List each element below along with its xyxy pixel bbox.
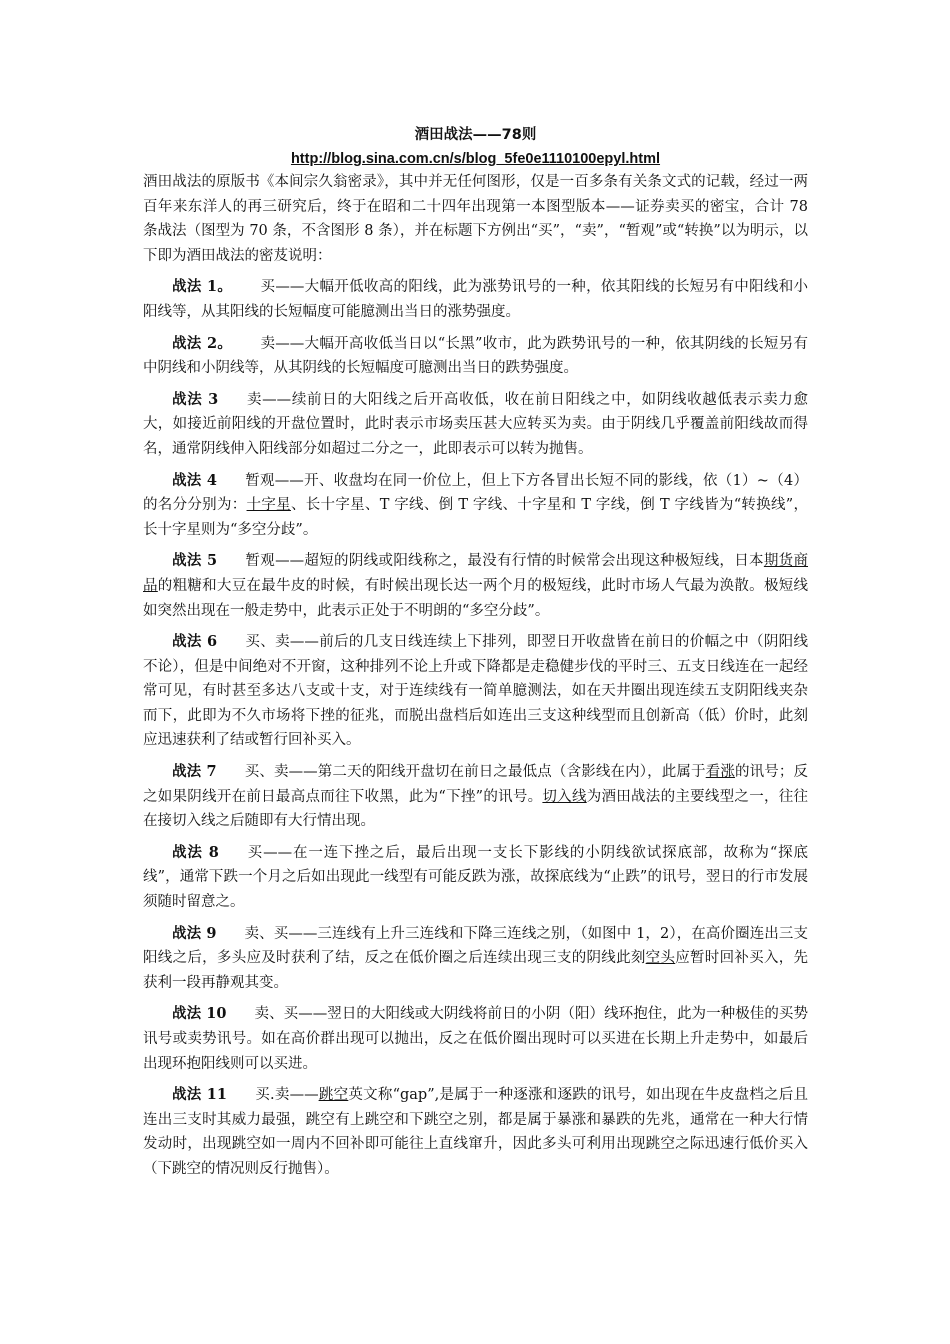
- rule-text: 卖——大幅开高收低当日以“长黑”收市，此为跌势讯号的一种，依其阴线的长短另有中阴线和小阴线等，从其阴线的长短幅度可臆测出当日的跌势强度。: [143, 335, 809, 377]
- rule-label: 战法 11: [172, 1086, 227, 1104]
- rule-paragraph: [143, 469, 808, 543]
- rule-text: 买.卖——: [254, 1087, 319, 1104]
- rule-text: 卖、买——翌日的大阳线或大阴线将前日的小阴（阳）线环抱住，此为一种极佳的买势讯号或卖势讯号。如在高价群出现可以抛出，反之在低价圈出现时可以买进在长期上升走势中，如最后出现环抱阳线则可以买进。: [143, 1006, 808, 1072]
- rule-text: 暂观——超短的阴线或阳线称之，最没有行情的时候常会出现这种极短线，日本: [245, 553, 764, 570]
- rule-text: 为酒田战法的主要线型之一，往往在接切入线之后随即有大行情出现。: [143, 788, 809, 830]
- rule-paragraph: [143, 1002, 808, 1076]
- rule-paragraph: [143, 388, 808, 462]
- rule-text: 卖、买——三连线有上升三连线和下降三连线之别，（如图中 1，2），在高价圈连出三支阳线之后，多头应及时获利了结，反之在低价圈之后连续出现三支的阴线此刻: [143, 925, 808, 967]
- rule-label: 战法 8: [172, 843, 219, 861]
- rule-text: 应暂时回补买入，先获利一段再静观其变。: [143, 950, 809, 991]
- rule-text: 买、卖——第二天的阳线开盘切在前日之最低点（含影线在内），此属于: [244, 764, 706, 781]
- rule-label: 战法 4: [172, 471, 217, 489]
- rule-paragraph: [143, 841, 808, 915]
- rule-label: 战法 7: [172, 763, 217, 781]
- linked-term[interactable]: 看涨: [705, 764, 735, 781]
- rule-paragraph: [143, 1083, 808, 1181]
- rule-paragraph: [143, 922, 808, 996]
- linked-term[interactable]: 跳空: [318, 1087, 349, 1104]
- rule-text: 英文称“gap”,是属于一种逐涨和逐跌的讯号，如出现在牛皮盘档之后且连出三支时其威力最强，跳空有上跳空和下跳空之别，都是属于暴涨和暴跌的先兆，通常在一种大行情发动时，出现跳空如一周内不回补即可能往上直线窜升，因此多头可利用出现跳空之际迅速行低价买入（下跳空的情况则反行抛售）。: [143, 1087, 808, 1177]
- linked-term[interactable]: 十字星: [246, 497, 291, 514]
- linked-term[interactable]: 期货商品: [143, 553, 809, 594]
- rule-label: 战法 6: [172, 633, 218, 651]
- linked-term[interactable]: 切入线: [542, 788, 587, 805]
- rule-text: 暂观——开、收盘均在同一价位上，但上下方各冒出长短不同的影线，依（1）~（4）的名分分别为：: [143, 472, 808, 514]
- rule-text: 买——在一连下挫之后，最后出现一支长下影线的小阴线欲试探底部，故称为“探底线”，通常下跌一个月之后如出现此一线型有可能反跌为涨，故探底线为“止跌”的讯号，翌日的行市发展须随时留意之。: [143, 844, 808, 911]
- rule-text: 卖——续前日的大阳线之后开高收低，收在前日阳线之中，如阴线收越低表示卖力愈大，如接近前阳线的开盘位置时，此时表示市场卖压甚大应转买为卖。由于阴线几乎覆盖前阳线故而得名，通常阴线伸入阳线部分如超过二分之一，此即表示可以转为抛售。: [143, 391, 809, 457]
- intro-paragraph: 酒田战法的原版书《本间宗久翁密录》，其中并无任何图形，仅是一百多条有关条文式的记载，经过一两百年来东洋人的再三研究后，终于在昭和二十四年出现第一本图型版本——证券卖买的密宝，合计 78 条战法（图型为 70 条，不含图形 8 条），并在标题下方例出“买”，“卖”，“暂观”或“转换”以为明示，以下即为酒田战法的密芨说明：: [143, 174, 808, 264]
- rule-text: 买——大幅开低收高的阳线，此为涨势讯号的一种，依其阳线的长短另有中阳线和小阳线等，从其阳线的长短幅度可能臆测出当日的涨势强度。: [143, 279, 809, 320]
- rule-paragraph: [143, 549, 808, 623]
- rule-paragraph: [143, 760, 808, 834]
- rule-label: 战法 5: [172, 552, 218, 570]
- rule-paragraph: [143, 275, 808, 324]
- rule-label: 战法 1。: [172, 278, 233, 296]
- rule-text: 的讯号；反之如果阴线开在前日最高点而往下收黑，此为“下挫”的讯号。: [143, 764, 809, 805]
- rules-list: [143, 275, 808, 1181]
- rule-paragraph: [143, 630, 808, 753]
- rule-text: 的粗糖和大豆在最牛皮的时候，有时候出现长达一两个月的极短线，此时市场人气最为涣散。极短线如突然出现在一般走势中，此表示正处于不明朗的“多空分歧”。: [143, 577, 809, 619]
- document-title: 酒田战法——78则: [414, 127, 537, 143]
- rule-text: 买、卖——前后的几支日线连续上下排列，即翌日开收盘皆在前日的价幅之中（阴阳线不论），但是中间绝对不开窗，这种排列不论上升或下降都是走稳健步伐的平时三、五支日线连在一起经常可见，有时甚至多达八支或十支，对于连续线有一简单臆测法，如在天井圈出现连续五支阴阳线夹杂而下，此即为不久市场将下挫的征兆，而脱出盘档后如连出三支这种线型而且创新高（低）价时，此刻应迅速获利了结或暂行回补买入。: [143, 634, 809, 749]
- rule-text: 、长十字星、T 字线、倒 T 字线、十字星和 T 字线，倒 T 字线皆为“转换线”，长十字星则为“多空分歧”。: [143, 497, 809, 538]
- rule-label: 战法 10: [172, 1005, 227, 1023]
- linked-term[interactable]: 空头: [645, 950, 676, 967]
- rule-label: 战法 9: [172, 924, 217, 942]
- document-page: [143, 120, 808, 1182]
- rule-label: 战法 2。: [172, 334, 233, 352]
- rule-label: 战法 3: [172, 390, 219, 408]
- rule-paragraph: [143, 332, 808, 381]
- source-url-link[interactable]: http://blog.sina.com.cn/s/blog_5fe0e1110100epyl.html: [290, 151, 661, 167]
